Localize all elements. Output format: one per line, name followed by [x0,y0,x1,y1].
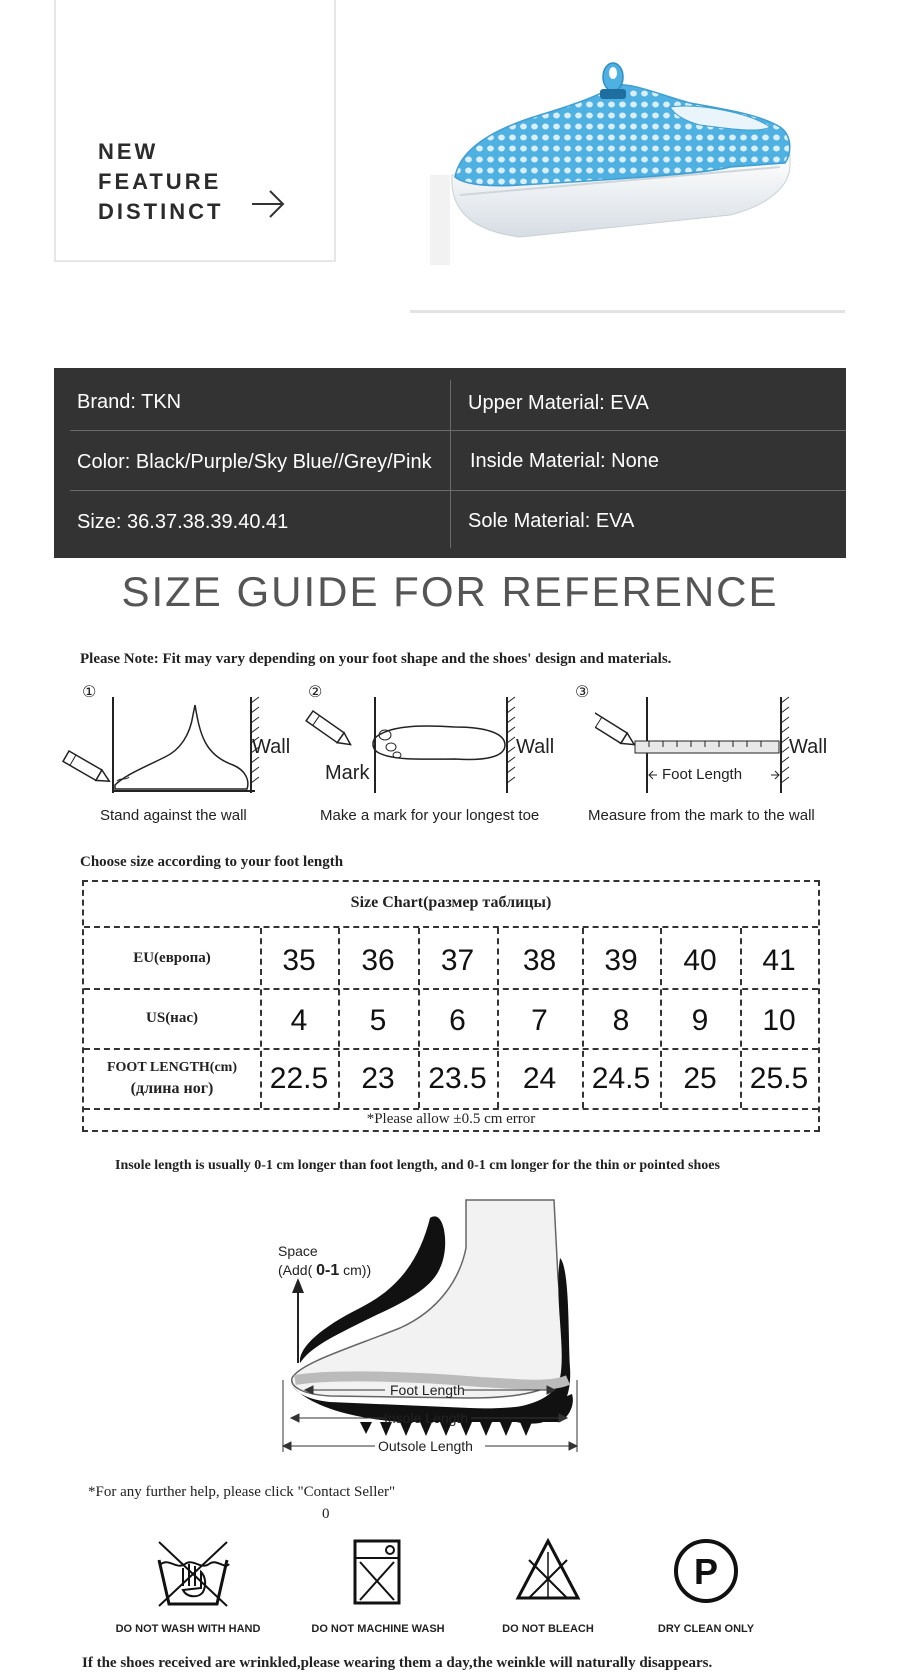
arrow-right-icon[interactable] [250,188,286,220]
size-chart-cell: 22.5 [269,1062,329,1095]
feature-text [98,137,223,227]
row-label-eu: EU(европа) [133,950,211,966]
feature-line-distinct: DISTINCT [98,199,224,224]
insole-length-dim: Insole Length [384,1410,469,1426]
contact-zero: 0 [322,1506,330,1522]
space-label: Space [278,1243,318,1259]
mark-label: Mark [325,762,370,784]
wall-label: Wall [516,736,555,758]
divider [410,310,845,313]
care-label: DO NOT MACHINE WASH [311,1623,445,1635]
svg-text:P: P [693,1551,719,1592]
size-chart-cell: 24 [522,1062,557,1095]
spec-size: Size: 36.37.38.39.40.41 [77,511,289,533]
size-chart-cell: 41 [762,944,796,977]
spec-upper-material: Upper Material: EVA [468,392,649,414]
spec-table [54,368,846,558]
step-caption: Measure from the mark to the wall [588,807,815,824]
size-chart-cell: 40 [683,944,717,977]
spec-brand: Brand: TKN [77,391,182,413]
size-chart-cell: 23 [361,1062,395,1095]
row-label-foot-length: FOOT LENGTH(cm) [106,1060,238,1075]
size-chart-cell: 4 [290,1004,308,1037]
size-guide-title: SIZE GUIDE FOR REFERENCE [121,568,779,615]
size-chart-cell: 5 [369,1004,387,1037]
wall-label: Wall [252,736,291,758]
size-chart [82,880,820,1132]
care-label: DO NOT WASH WITH HAND [115,1623,261,1635]
product-image [430,55,810,265]
feature-line-feature: FEATURE [98,169,222,194]
size-chart-cell: 36 [361,944,395,977]
chart-divider [84,1108,818,1110]
space-add-suffix: cm)) [343,1262,372,1278]
fit-note: Please Note: Fit may vary depending on your foot shape and the shoes' design and materials. [80,651,672,667]
step-caption: Stand against the wall [100,807,247,824]
size-chart-cell: 38 [522,944,557,977]
step-number: ① [82,682,97,701]
foot-length-label: Foot Length [662,766,743,783]
size-chart-cell: 39 [604,944,638,977]
choose-size-note: Choose size according to your foot length [80,854,344,870]
size-chart-cell: 35 [282,944,316,977]
spec-sole-material: Sole Material: EVA [468,510,635,532]
size-chart-cell: 37 [440,944,475,977]
spec-divider [70,430,846,431]
feature-line-new: NEW [98,139,159,164]
wall-label: Wall [789,736,828,758]
step-number: ② [308,682,323,701]
step-number: ③ [575,682,590,701]
step-caption: Make a mark for your longest toe [320,807,540,824]
space-add-label [278,1262,371,1280]
size-chart-cell: 25.5 [749,1062,809,1095]
no-bleach-icon [515,1538,581,1602]
size-chart-cell: 24.5 [591,1062,651,1095]
chart-divider [84,1048,818,1050]
no-hand-wash-icon [155,1540,231,1610]
size-chart-cell: 6 [449,1004,466,1037]
size-chart-title: Size Chart(размер таблицы) [350,894,552,911]
spec-inside-material: Inside Material: None [470,450,659,472]
care-label: DO NOT BLEACH [502,1623,594,1635]
spec-divider [450,380,451,548]
contact-seller-note[interactable]: *For any further help, please click "Contact Seller" [88,1484,396,1500]
size-chart-cell: 9 [691,1004,709,1037]
chart-divider [84,926,818,928]
spec-color: Color: Black/Purple/Sky Blue//Grey/Pink [77,451,432,473]
spec-divider [70,490,846,491]
no-machine-wash-icon [352,1538,402,1606]
space-add-prefix: (Add( [278,1262,313,1278]
size-chart-cell: 8 [612,1004,630,1037]
row-label-us: US(нас) [146,1010,198,1026]
row-label-foot-length-ru: (длина ног) [130,1080,214,1097]
outsole-length-dim: Outsole Length [378,1438,473,1454]
foot-length-dim: Foot Length [390,1382,465,1398]
size-chart-cell: 23.5 [428,1062,487,1095]
size-chart-footnote: *Please allow ±0.5 cm error [366,1111,536,1127]
dry-clean-only-icon [673,1538,739,1604]
size-chart-cell: 7 [531,1004,548,1037]
size-chart-cell: 10 [762,1004,796,1037]
care-label: DRY CLEAN ONLY [657,1623,755,1635]
insole-note: Insole length is usually 0-1 cm longer than foot length, and 0-1 cm longer for the thin or pointed shoes [115,1158,720,1173]
space-add-value: 0-1 [316,1262,340,1279]
wrinkle-note: If the shoes received are wrinkled,please wearing them a day,the weinkle will naturally disappears. [82,1655,713,1671]
size-chart-cell: 25 [683,1062,717,1095]
chart-divider [84,988,818,990]
